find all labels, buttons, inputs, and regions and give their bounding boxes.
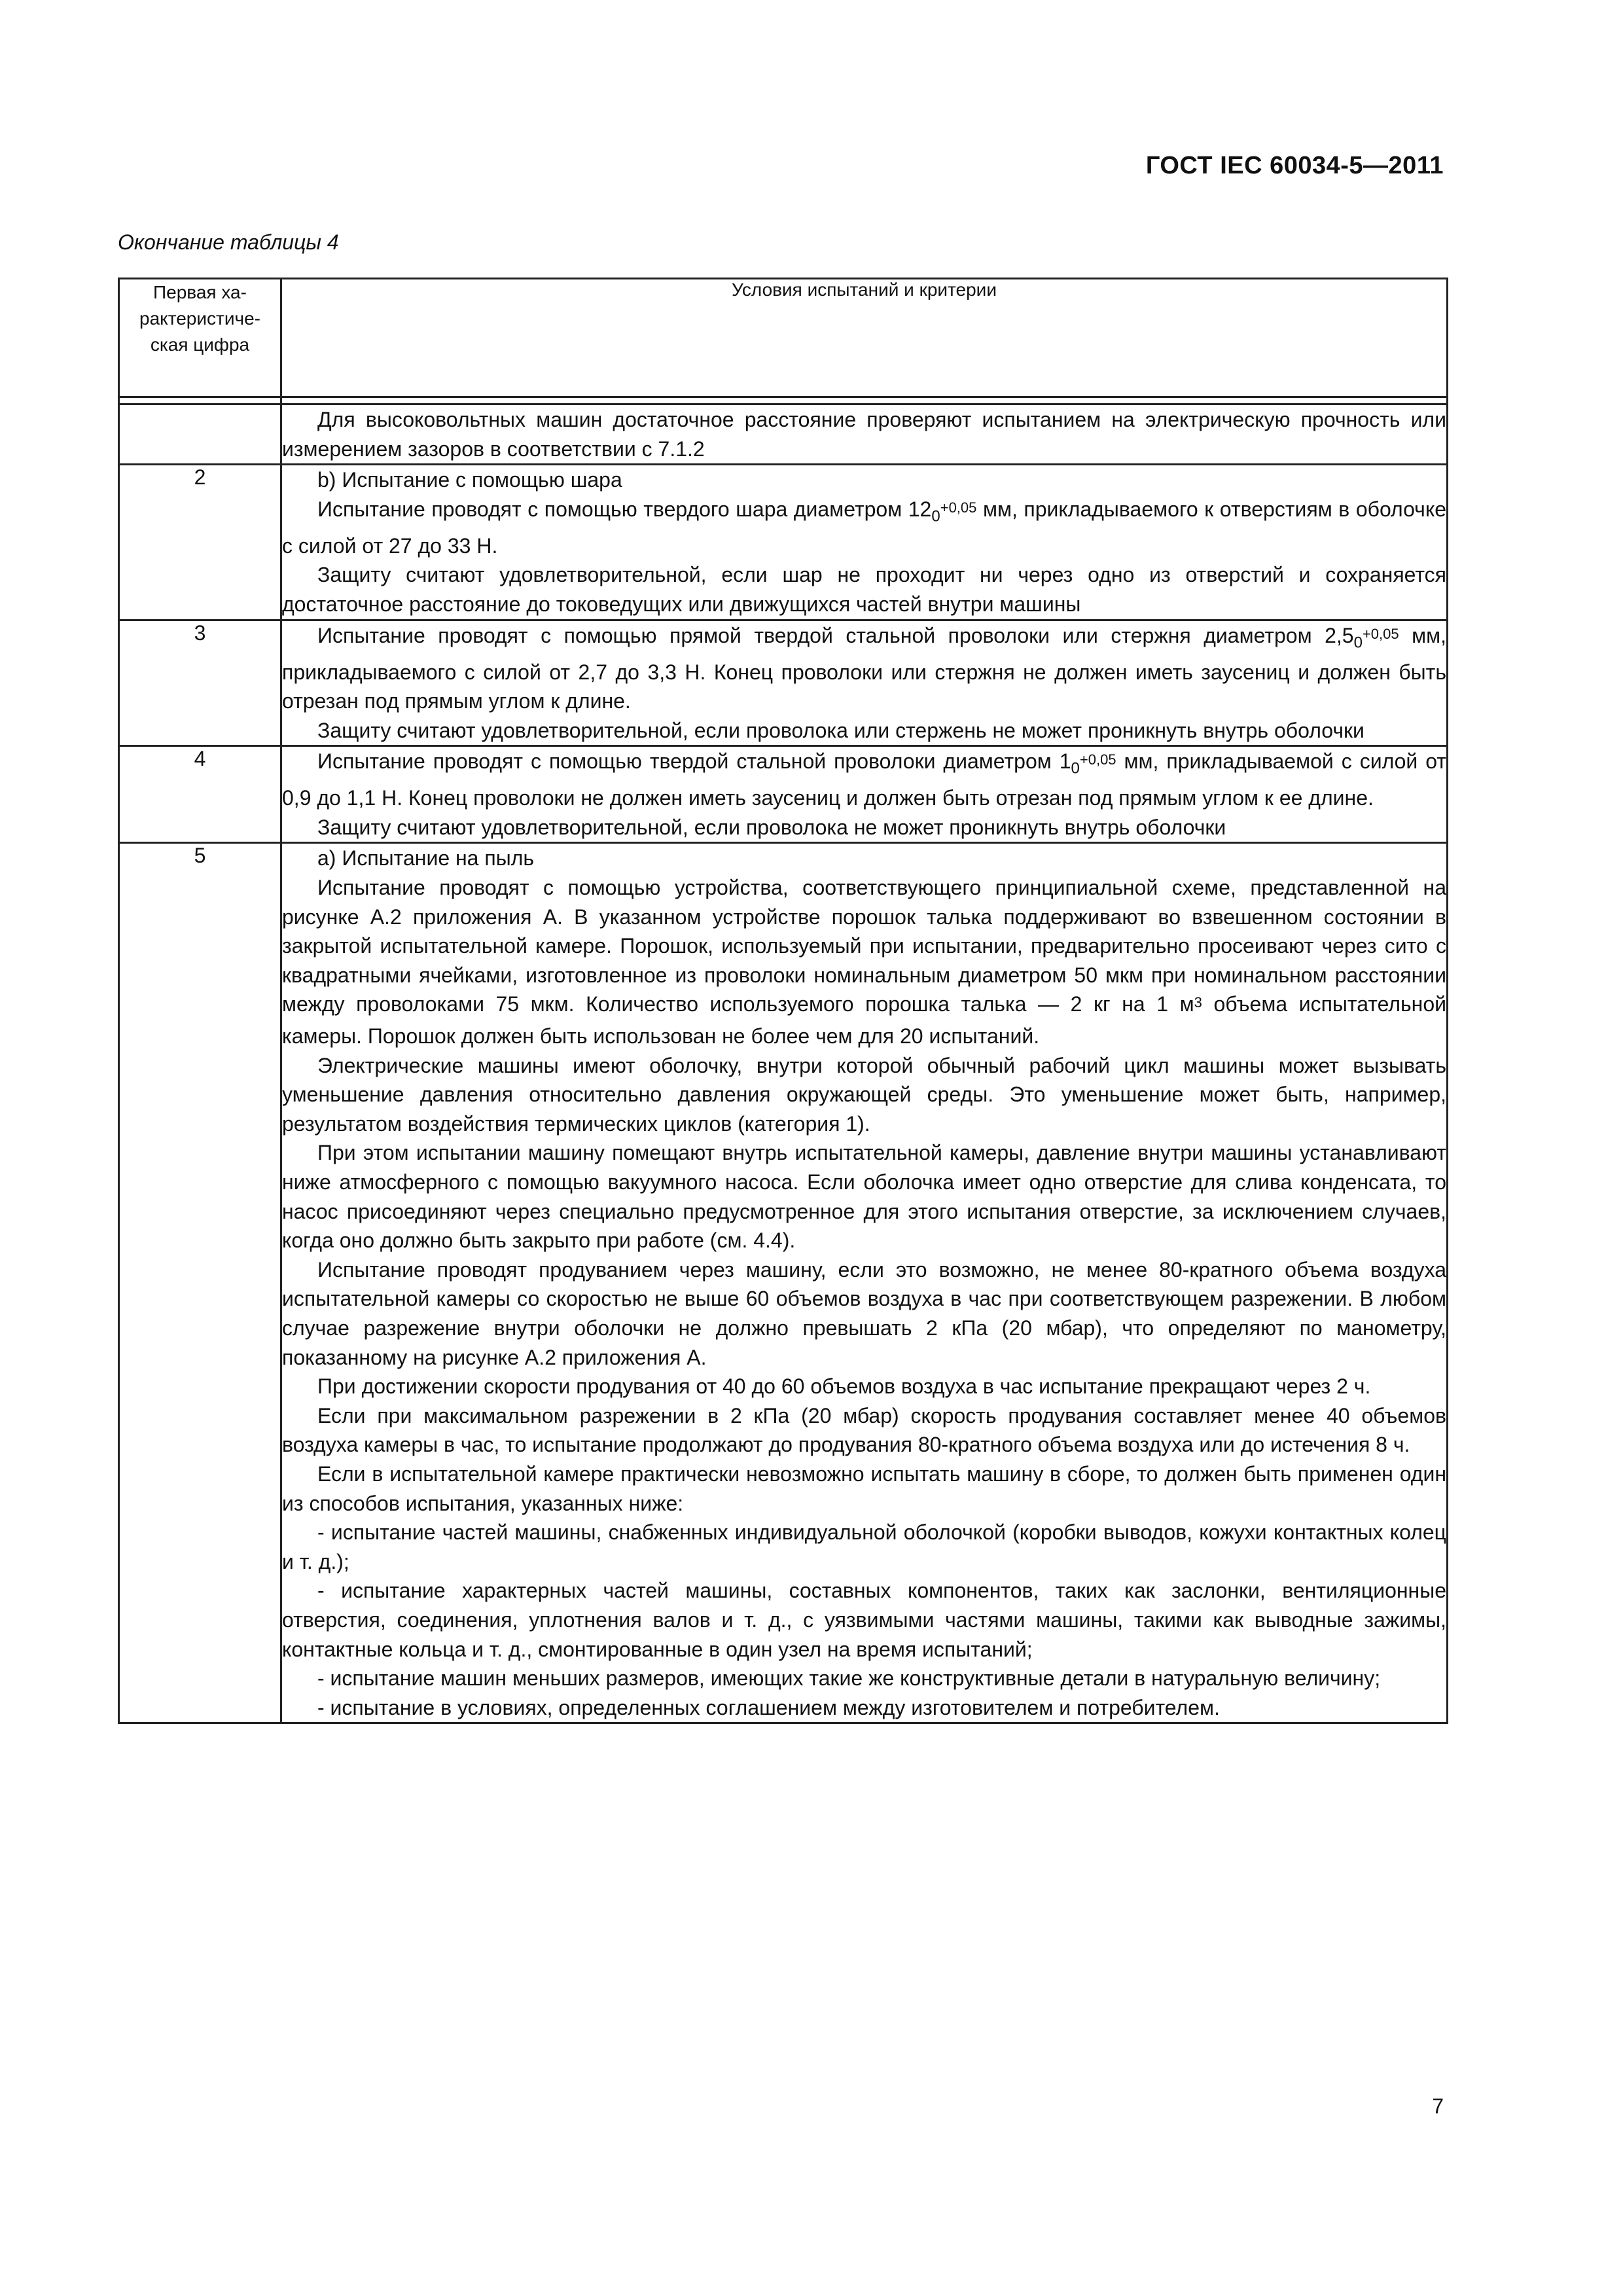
cubic-exponent: 3	[1194, 994, 1202, 1011]
row-paragraph: Электрические машины имеют оболочку, внутри которой обычный рабочий цикл машины может вызывать уменьшение давления относительно давления окружающей среды. Это уменьшение может быть, например, результатом воздействия термических циклов (категория 1).	[282, 1053, 1446, 1136]
text-run: Испытание проводят с помощью устройства, соответствующего принципиальной схеме, представленной на рисунке А.2 приложения А. В указанном устройстве порошок талька поддерживают во взвешенном состоянии в закрытой испытательной камере. Порошок, используемый при испытании, предварительно просеивают через сито с квадратными ячейками, изготовленное из проволоки номинальным диаметром 50 мкм при номинальном расстоянии между проволоками 75 мкм. Количество используемого порошка талька — 2 кг на 1 м	[282, 876, 1446, 1016]
row-paragraph: Защиту считают удовлетворительной, если проволока или стержень не может проникнуть внутрь оболочки	[317, 718, 1364, 742]
row-digit: 4	[119, 746, 281, 843]
text-run: Испытание проводят с помощью прямой твердой стальной проволоки или стержня диаметром 2,5	[317, 623, 1354, 647]
tolerance-lower: 0	[1071, 759, 1080, 778]
tolerance-upper: +0,05	[1079, 751, 1116, 768]
row-paragraph	[282, 747, 1446, 813]
row-conditions	[281, 404, 1448, 465]
list-item: - испытание в условиях, определенных соглашением между изготовителем и потребителем.	[317, 1695, 1220, 1719]
row-paragraph	[282, 621, 1446, 716]
table-row	[119, 620, 1448, 746]
text-run: мм, прикладываемого к отверстиям в оболочке с силой от 27 до 33 Н.	[282, 497, 1447, 558]
row-paragraph: а) Испытание на пыль	[317, 846, 535, 870]
row-conditions	[281, 746, 1448, 843]
header-separator	[119, 397, 1448, 404]
table-row	[119, 404, 1448, 465]
column-header-digit: Первая ха-рактеристиче-ская цифра	[119, 279, 281, 397]
row-digit: 5	[119, 843, 281, 1723]
table-row	[119, 465, 1448, 620]
row-digit: 2	[119, 465, 281, 620]
row-digit	[119, 404, 281, 465]
row-paragraph: Защиту считают удовлетворительной, если проволока не может проникнуть внутрь оболочки	[317, 815, 1226, 839]
table-row	[119, 746, 1448, 843]
row-paragraph: Для высоковольтных машин достаточное расстояние проверяют испытанием на электрическую прочность или измерением зазоров в соответствии с 7.1.2	[282, 408, 1446, 461]
list-item: - испытание машин меньших размеров, имеющих такие же конструктивные детали в натуральную величину;	[317, 1666, 1381, 1691]
row-paragraph: Если в испытательной камере практически невозможно испытать машину в сборе, то должен быть применен один из способов испытания, указанных ниже:	[282, 1462, 1446, 1515]
text-run: Испытание проводят с помощью твердой стальной проволоки диаметром 1	[317, 749, 1071, 774]
tolerance-upper: +0,05	[1362, 625, 1399, 642]
page-number: 7	[1432, 2094, 1444, 2118]
list-item: - испытание характерных частей машины, составных компонентов, таких как заслонки, вентиляционные отверстия, соединения, уплотнения валов и т. д., с уязвимыми частями машины, такими как выводные зажимы, контактные кольца и т. д., смонтированные в один узел на время испытаний;	[282, 1579, 1446, 1661]
list-item: - испытание частей машины, снабженных индивидуальной оболочкой (коробки выводов, кожухи контактных колец и т. д.);	[282, 1520, 1446, 1573]
row-paragraph: При достижении скорости продувания от 40 до 60 объемов воздуха в час испытание прекращают через 2 ч.	[317, 1374, 1371, 1399]
row-paragraph: b) Испытание с помощью шара	[317, 468, 622, 492]
row-conditions	[281, 620, 1448, 746]
table-continuation-caption: Окончание таблицы 4	[118, 230, 339, 254]
row-digit: 3	[119, 620, 281, 746]
table-row	[119, 843, 1448, 1723]
row-conditions	[281, 465, 1448, 620]
table-header-row	[119, 279, 1448, 397]
tolerance-upper: +0,05	[940, 499, 977, 516]
column-header-conditions: Условия испытаний и критерии	[281, 279, 1448, 397]
text-run: Испытание проводят с помощью твердого шара диаметром 12	[317, 497, 932, 521]
row-conditions	[281, 843, 1448, 1723]
row-paragraph: Если при максимальном разрежении в 2 кПа (20 мбар) скорость продувания составляет менее 40 объемов воздуха камеры в час, то испытание продолжают до продувания 80-кратного объема воздуха или до истечения 8 ч.	[282, 1403, 1446, 1457]
test-conditions-table	[118, 278, 1448, 1724]
text-run: объема испытательной камеры. Порошок должен быть использован не более чем для 20 испытаний.	[282, 992, 1447, 1049]
tolerance-lower: 0	[931, 507, 940, 526]
document-code: ГОСТ IEC 60034-5—2011	[1145, 152, 1444, 179]
row-paragraph	[282, 495, 1446, 561]
row-paragraph	[282, 873, 1446, 1051]
row-paragraph: Защиту считают удовлетворительной, если шар не проходит ни через одно из отверстий и сохраняется достаточное расстояние до токоведущих или движущихся частей внутри машины	[282, 563, 1446, 616]
tolerance-lower: 0	[1353, 633, 1363, 651]
row-paragraph: При этом испытании машину помещают внутрь испытательной камеры, давление внутри машины устанавливают ниже атмосферного с помощью вакуумного насоса. Если оболочка имеет одно отверстие для слива конденсата, то насос присоединяют через специально предусмотренное для этого испытания отверстие, за исключением случаев, когда оно должно быть закрыто при работе (см. 4.4).	[282, 1141, 1446, 1253]
row-paragraph: Испытание проводят продуванием через машину, если это возможно, не менее 80-кратного объема воздуха испытательной камеры со скоростью не выше 60 объемов воздуха в час при соответствующем разрежении. В любом случае разрежение внутри оболочки не должно превышать 2 кПа (20 мбар), что определяют по манометру, показанному на рисунке А.2 приложения А.	[282, 1257, 1446, 1369]
text-run: мм, прикладываемой с силой от 0,9 до 1,1 Н. Конец проволоки не должен иметь заусениц и должен быть отрезан под прямым углом к ее длине.	[282, 749, 1447, 810]
text-run: мм, прикладываемого с силой от 2,7 до 3,3 Н. Конец проволоки или стержня не должен иметь заусениц и должен быть отрезан под прямым углом к длине.	[282, 623, 1447, 713]
